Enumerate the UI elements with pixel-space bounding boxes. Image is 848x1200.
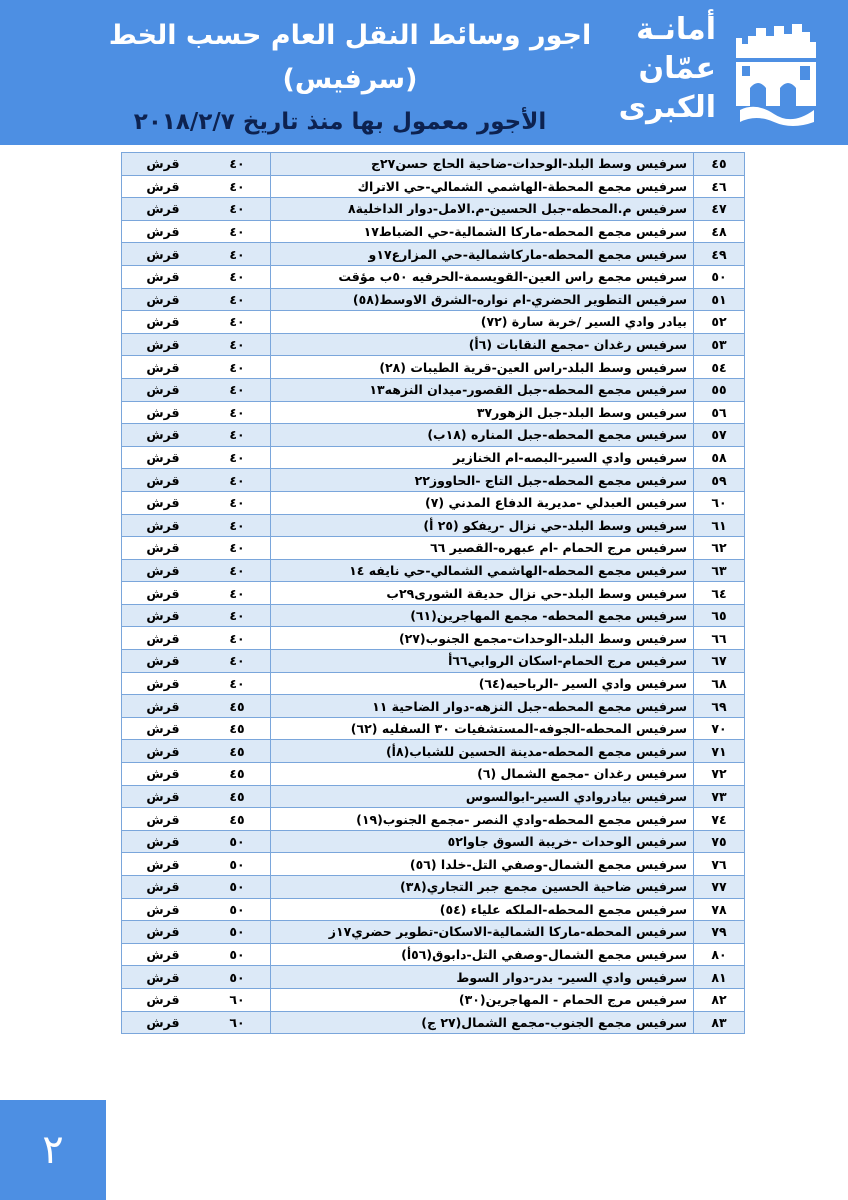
fare-currency: قرش [122, 356, 205, 379]
row-number: ٥٨ [694, 446, 745, 469]
row-number: ٥٧ [694, 424, 745, 447]
fare-amount: ٤٠ [204, 311, 271, 334]
table-row [122, 650, 745, 673]
row-number: ٥١ [694, 288, 745, 311]
page-title: اجور وسائط النقل العام حسب الخط [108, 20, 592, 51]
route-name: سرفيس وادي السير -الرباحيه(٦٤) [271, 672, 694, 695]
route-name: سرفيس المحطه-الجوفه-المستشفيات ٣٠ السفليه (٦٢) [271, 717, 694, 740]
row-number: ٨٠ [694, 943, 745, 966]
row-number: ٥٣ [694, 333, 745, 356]
page-title-line2: (سرفيس) [282, 64, 418, 95]
route-name: سرفيس مجمع المحطه-الملكه علياء (٥٤) [271, 898, 694, 921]
fare-amount: ٥٠ [204, 876, 271, 899]
row-number: ٨٢ [694, 988, 745, 1011]
fare-amount: ٤٠ [204, 446, 271, 469]
fare-amount: ٤٠ [204, 378, 271, 401]
row-number: ٨٣ [694, 1011, 745, 1034]
fare-amount: ٤٠ [204, 198, 271, 221]
table-row [122, 1011, 745, 1034]
table-row [122, 717, 745, 740]
fare-amount: ٥٠ [204, 921, 271, 944]
fare-currency: قرش [122, 288, 205, 311]
row-number: ٥٩ [694, 469, 745, 492]
route-name: سرفيس رغدان -مجمع الشمال (٦) [271, 763, 694, 786]
table-row [122, 988, 745, 1011]
fare-amount: ٤٠ [204, 514, 271, 537]
route-name: سرفيس مجمع المحطه-ماركاشمالية-حي المزارع١٧و [271, 243, 694, 266]
fare-amount: ٤٠ [204, 469, 271, 492]
fare-amount: ٦٠ [204, 1011, 271, 1034]
table-row [122, 604, 745, 627]
route-name: سرفيس مجمع المحطه-مدينة الحسين للشباب(٨أ) [271, 740, 694, 763]
fare-amount: ٥٠ [204, 853, 271, 876]
row-number: ٧٨ [694, 898, 745, 921]
table-row [122, 175, 745, 198]
page-header [0, 0, 848, 145]
table-row [122, 695, 745, 718]
table-row [122, 265, 745, 288]
route-name: سرفيس وسط البلد-الوحدات-ضاحية الحاج حسن٢٧ج [271, 153, 694, 176]
row-number: ٦٩ [694, 695, 745, 718]
route-name: سرفيس مجمع المحطه-جبل التاج -الحاووز٢٢ [271, 469, 694, 492]
fare-amount: ٥٠ [204, 966, 271, 989]
fare-currency: قرش [122, 921, 205, 944]
fare-currency: قرش [122, 311, 205, 334]
fare-currency: قرش [122, 514, 205, 537]
row-number: ٦٥ [694, 604, 745, 627]
row-number: ٧٧ [694, 876, 745, 899]
table-row [122, 582, 745, 605]
fare-amount: ٤٥ [204, 763, 271, 786]
fare-amount: ٤٠ [204, 627, 271, 650]
table-row [122, 446, 745, 469]
route-name: سرفيس بيادروادي السير-ابوالسوس [271, 785, 694, 808]
fare-amount: ٥٠ [204, 830, 271, 853]
table-row [122, 830, 745, 853]
citadel-logo-icon [726, 18, 822, 130]
table-row [122, 627, 745, 650]
fares-table [121, 152, 745, 1034]
row-number: ٥٠ [694, 265, 745, 288]
table-row [122, 243, 745, 266]
fare-currency: قرش [122, 469, 205, 492]
fare-amount: ٤٠ [204, 288, 271, 311]
table-row [122, 424, 745, 447]
route-name: سرفيس وادي السير- بدر-دوار السوط [271, 966, 694, 989]
row-number: ٥٢ [694, 311, 745, 334]
row-number: ٤٥ [694, 153, 745, 176]
route-name: سرفيس مرج الحمام - المهاجرين(٣٠) [271, 988, 694, 1011]
fare-amount: ٤٠ [204, 672, 271, 695]
fare-amount: ٤٠ [204, 559, 271, 582]
table-row [122, 763, 745, 786]
row-number: ٤٧ [694, 198, 745, 221]
table-row [122, 740, 745, 763]
fare-currency: قرش [122, 650, 205, 673]
route-name: سرفيس وسط البلد-جبل الزهور٣٧ [271, 401, 694, 424]
row-number: ٦٣ [694, 559, 745, 582]
logo-text-line: عمّان [638, 51, 716, 86]
table-row [122, 785, 745, 808]
fare-amount: ٤٥ [204, 808, 271, 831]
row-number: ٤٨ [694, 220, 745, 243]
row-number: ٦٤ [694, 582, 745, 605]
route-name: سرفيس مجمع المحطه-جبل النزهه-دوار الضاحية ١١ [271, 695, 694, 718]
table-row [122, 220, 745, 243]
row-number: ٧٤ [694, 808, 745, 831]
fare-currency: قرش [122, 446, 205, 469]
row-number: ٧٢ [694, 763, 745, 786]
table-row [122, 921, 745, 944]
row-number: ٧٥ [694, 830, 745, 853]
row-number: ٥٤ [694, 356, 745, 379]
fare-currency: قرش [122, 717, 205, 740]
fare-currency: قرش [122, 808, 205, 831]
fare-currency: قرش [122, 785, 205, 808]
route-name: سرفيس وادي السير-البصه-ام الخنازير [271, 446, 694, 469]
route-name: سرفيس وسط البلد-حي نزال -ريفكو (٢٥ أ) [271, 514, 694, 537]
fare-currency: قرش [122, 491, 205, 514]
fare-currency: قرش [122, 966, 205, 989]
route-name: سرفيس مجمع المحطه-ماركا الشمالية-حي الضباط١٧ [271, 220, 694, 243]
fare-amount: ٤٠ [204, 537, 271, 560]
fare-amount: ٤٠ [204, 153, 271, 176]
fare-currency: قرش [122, 604, 205, 627]
fare-currency: قرش [122, 220, 205, 243]
table-row [122, 537, 745, 560]
table-row [122, 311, 745, 334]
table-row [122, 401, 745, 424]
fare-currency: قرش [122, 378, 205, 401]
table-row [122, 378, 745, 401]
table-row [122, 559, 745, 582]
fare-currency: قرش [122, 153, 205, 176]
row-number: ٦٨ [694, 672, 745, 695]
row-number: ٦٧ [694, 650, 745, 673]
fare-amount: ٤٠ [204, 333, 271, 356]
table-row [122, 333, 745, 356]
route-name: سرفيس مجمع راس العين-القويسمة-الحرفيه ٥٠ب مؤقت [271, 265, 694, 288]
fare-currency: قرش [122, 333, 205, 356]
page-number: ٢ [0, 1100, 106, 1200]
fare-currency: قرش [122, 243, 205, 266]
route-name: سرفيس وسط البلد-حي نزال حديقة الشورى٢٩ب [271, 582, 694, 605]
table-row [122, 876, 745, 899]
fare-amount: ٥٠ [204, 943, 271, 966]
fare-currency: قرش [122, 537, 205, 560]
row-number: ٧٦ [694, 853, 745, 876]
fare-currency: قرش [122, 559, 205, 582]
route-name: سرفيس مجمع المحطه-جبل القصور-ميدان النزهه١٣ [271, 378, 694, 401]
fare-currency: قرش [122, 1011, 205, 1034]
logo-text [556, 10, 716, 127]
table-row [122, 469, 745, 492]
row-number: ٤٦ [694, 175, 745, 198]
route-name: سرفيس مجمع الشمال-وصفي التل-خلدا (٥٦) [271, 853, 694, 876]
fare-currency: قرش [122, 830, 205, 853]
fare-currency: قرش [122, 763, 205, 786]
row-number: ٧٣ [694, 785, 745, 808]
table-row [122, 853, 745, 876]
fare-amount: ٤٠ [204, 265, 271, 288]
route-name: سرفيس مرج الحمام-اسكان الروابي٦٦أ [271, 650, 694, 673]
route-name: سرفيس مجمع المحطه- مجمع المهاجرين(٦١) [271, 604, 694, 627]
fare-currency: قرش [122, 853, 205, 876]
table-row [122, 672, 745, 695]
row-number: ٧١ [694, 740, 745, 763]
route-name: سرفيس مرج الحمام -ام عبهره-القصير ٦٦ [271, 537, 694, 560]
fare-amount: ٤٠ [204, 604, 271, 627]
fare-amount: ٤٠ [204, 424, 271, 447]
row-number: ٦٠ [694, 491, 745, 514]
fare-amount: ٤٠ [204, 220, 271, 243]
fare-amount: ٤٠ [204, 175, 271, 198]
fare-currency: قرش [122, 672, 205, 695]
fare-currency: قرش [122, 627, 205, 650]
fare-currency: قرش [122, 988, 205, 1011]
row-number: ٥٦ [694, 401, 745, 424]
logo-text-line: أمانـة [636, 12, 716, 47]
fare-amount: ٤٥ [204, 785, 271, 808]
table-row [122, 491, 745, 514]
route-name: سرفيس ضاحية الحسين مجمع جبر التجاري(٣٨) [271, 876, 694, 899]
fare-currency: قرش [122, 695, 205, 718]
table-row [122, 198, 745, 221]
row-number: ٧٩ [694, 921, 745, 944]
route-name: سرفيس الوحدات -خريبة السوق جاوا٥٢ [271, 830, 694, 853]
fare-currency: قرش [122, 265, 205, 288]
route-name: سرفيس مجمع المحطه-الهاشمي الشمالي-حي نايفه ١٤ [271, 559, 694, 582]
amman-municipality-logo [536, 8, 836, 138]
route-name: سرفيس رغدان -مجمع النقابات (٦أ) [271, 333, 694, 356]
route-name: سرفيس مجمع المحطة-الهاشمي الشمالي-حي الاتراك [271, 175, 694, 198]
route-name: سرفيس مجمع الجنوب-مجمع الشمال(٢٧ ج) [271, 1011, 694, 1034]
route-name: سرفيس العبدلي -مديرية الدفاع المدني (٧) [271, 491, 694, 514]
table-row [122, 153, 745, 176]
table-row [122, 808, 745, 831]
fare-amount: ٤٥ [204, 695, 271, 718]
fare-amount: ٤٠ [204, 582, 271, 605]
route-name: سرفيس وسط البلد-راس العين-قرية الطيبات (٢٨) [271, 356, 694, 379]
fare-amount: ٤٠ [204, 356, 271, 379]
route-name: سرفيس التطوير الحضري-ام نواره-الشرق الاوسط(٥٨) [271, 288, 694, 311]
route-name: سرفيس مجمع المحطه-جبل المناره (١٨ب) [271, 424, 694, 447]
logo-text-line: الكبرى [618, 90, 716, 125]
fare-currency: قرش [122, 898, 205, 921]
fare-currency: قرش [122, 943, 205, 966]
fare-amount: ٥٠ [204, 898, 271, 921]
row-number: ٦٢ [694, 537, 745, 560]
route-name: سرفيس مجمع الشمال-وصفي التل-دابوق(٥٦أ) [271, 943, 694, 966]
fare-amount: ٤٠ [204, 401, 271, 424]
route-name: سرفيس مجمع المحطه-وادي النصر -مجمع الجنوب(١٩) [271, 808, 694, 831]
fare-amount: ٤٠ [204, 243, 271, 266]
row-number: ٦١ [694, 514, 745, 537]
fare-currency: قرش [122, 582, 205, 605]
route-name: سرفيس المحطه-ماركا الشمالية-الاسكان-تطوير حضري١٧ز [271, 921, 694, 944]
fare-amount: ٤٠ [204, 650, 271, 673]
table-row [122, 356, 745, 379]
row-number: ٦٦ [694, 627, 745, 650]
table-row [122, 898, 745, 921]
fare-currency: قرش [122, 740, 205, 763]
fare-currency: قرش [122, 198, 205, 221]
route-name: سرفيس م.المحطه-جبل الحسين-م.الامل-دوار الداخلية٨ [271, 198, 694, 221]
row-number: ٧٠ [694, 717, 745, 740]
table-row [122, 943, 745, 966]
route-name: بيادر وادي السير /خربة سارة (٧٢) [271, 311, 694, 334]
row-number: ٤٩ [694, 243, 745, 266]
fare-currency: قرش [122, 876, 205, 899]
fare-amount: ٤٠ [204, 491, 271, 514]
fare-amount: ٦٠ [204, 988, 271, 1011]
fare-currency: قرش [122, 424, 205, 447]
fare-amount: ٤٥ [204, 717, 271, 740]
fare-amount: ٤٥ [204, 740, 271, 763]
table-row [122, 288, 745, 311]
effective-date-subtitle: الأجور معمول بها منذ تاريخ ٢٠١٨/٢/٧ [133, 109, 547, 135]
table-row [122, 966, 745, 989]
row-number: ٥٥ [694, 378, 745, 401]
table-row [122, 514, 745, 537]
fare-currency: قرش [122, 175, 205, 198]
fare-currency: قرش [122, 401, 205, 424]
route-name: سرفيس وسط البلد-الوحدات-مجمع الجنوب(٢٧) [271, 627, 694, 650]
row-number: ٨١ [694, 966, 745, 989]
